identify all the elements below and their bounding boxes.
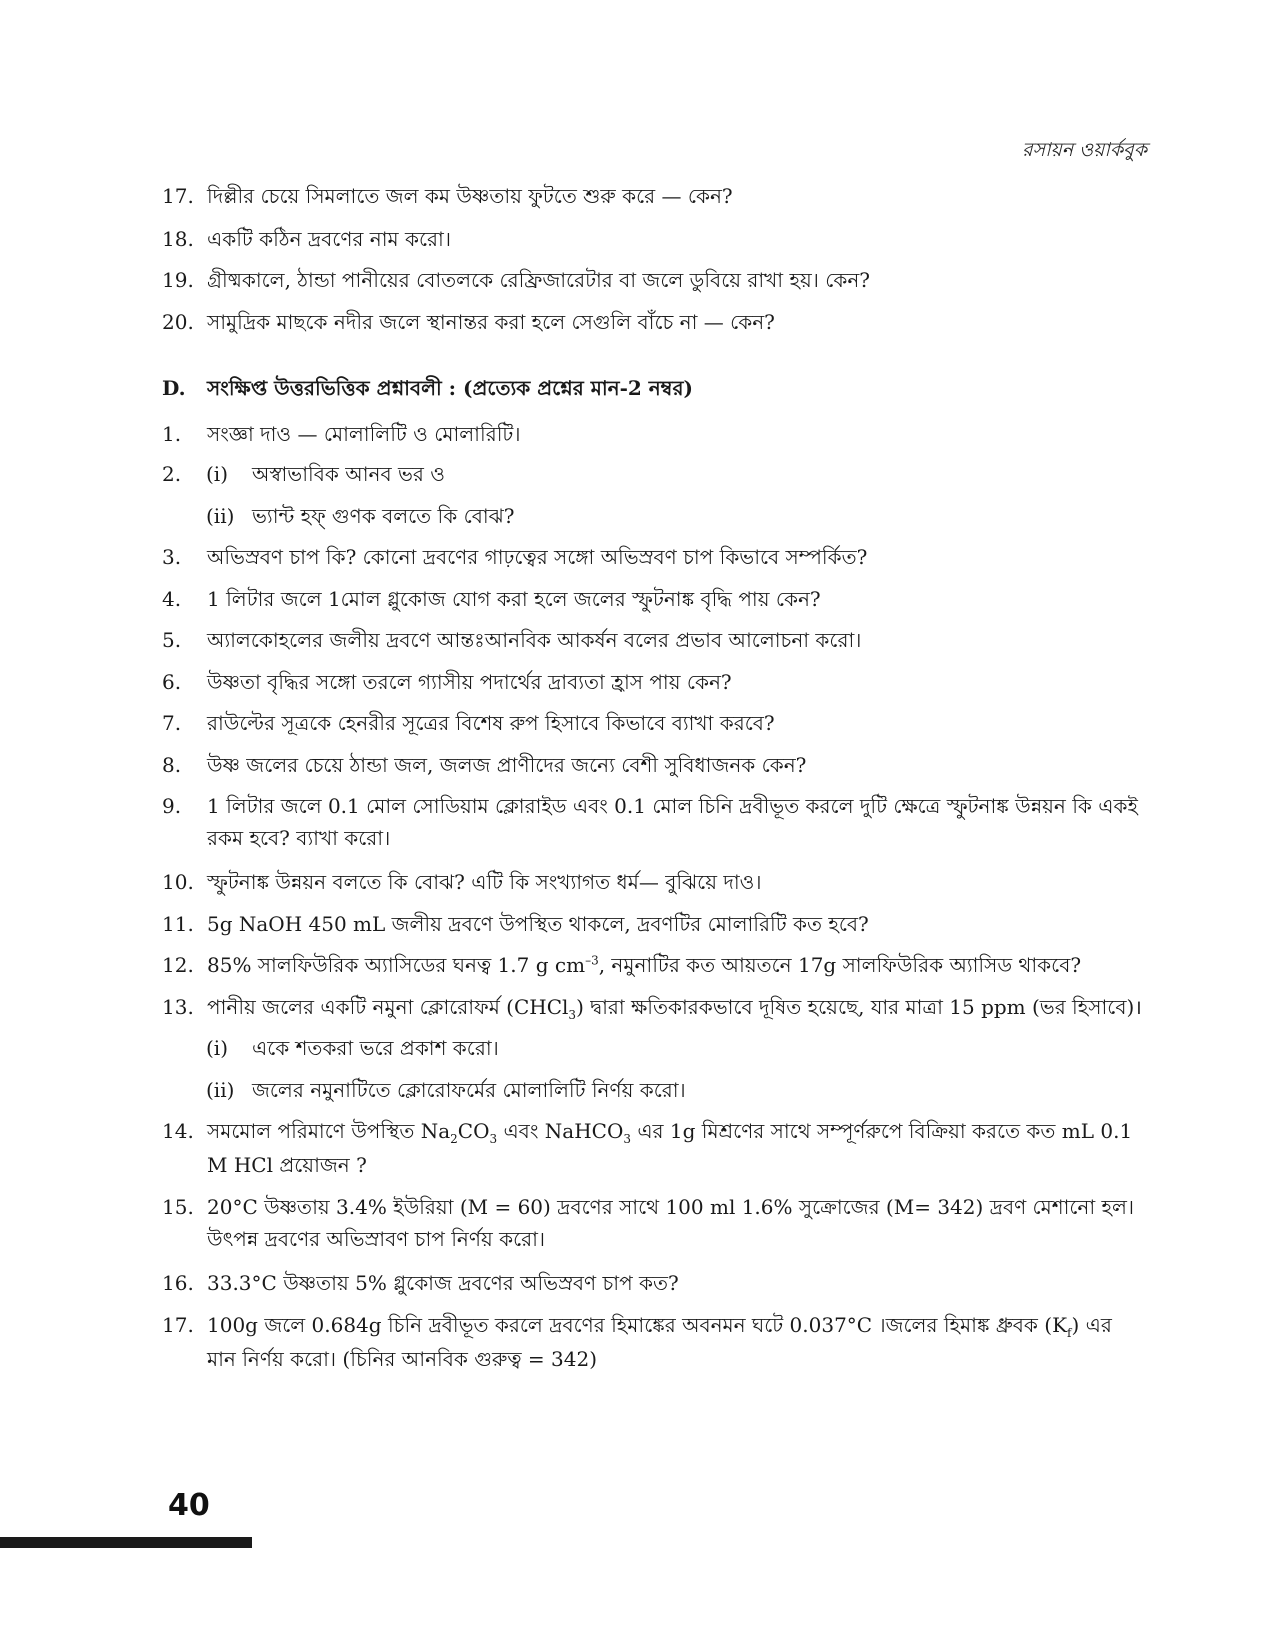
- question-text: সংজ্ঞা দাও — মোলালিটি ও মোলারিটি।: [207, 422, 521, 446]
- list-item: [162, 749, 1147, 781]
- question-number: 15.: [162, 1195, 194, 1219]
- sub-question: [206, 1032, 1136, 1064]
- question-number: 13.: [162, 995, 194, 1019]
- subscript: 3: [489, 1132, 498, 1146]
- question-text-part: সমমোল পরিমাণে উপস্থিত Na: [207, 1119, 451, 1143]
- question-number: 17.: [162, 1313, 194, 1337]
- list-item: [162, 707, 1147, 739]
- question-text-part: এর 1g মিশ্রণের সাথে সম্পূর্ণরুপে বিক্রিয়া করতে কত mL 0.1 M HCl প্রয়োজন ?: [207, 1119, 1133, 1178]
- question-text-part: 85% সালফিউরিক অ্যাসিডের ঘনত্ব 1.7 g cm: [207, 953, 586, 977]
- question-text: 20°C উষ্ণতায় 3.4% ইউরিয়া (M = 60) দ্রবণের সাথে 100 ml 1.6% সুক্রোজের (M= 342) দ্রবণ মেশানো হল। উৎপন্ন দ্রবণের অভিস্রাবণ চাপ নির্ণয় করো।: [207, 1195, 1135, 1251]
- list-item: [162, 223, 1147, 255]
- question-text-part: 100g জলে 0.684g চিনি দ্রবীভূত করলে দ্রবণের হিমাঙ্কের অবনমন ঘটে 0.037°C ।জলের হিমাঙ্ক ধ্রুবক (K: [207, 1313, 1068, 1337]
- subscript: f: [1067, 1326, 1072, 1340]
- question-number: 7.: [162, 711, 182, 735]
- superscript: –3: [585, 953, 599, 968]
- list-item: [162, 541, 1147, 573]
- question-text: সামুদ্রিক মাছকে নদীর জলে স্থানান্তর করা হলে সেগুলি বাঁচে না — কেন?: [207, 310, 775, 334]
- question-text-part: , নমুনাটির কত আয়তনে 17g সালফিউরিক অ্যাসিড থাকবে?: [598, 953, 1082, 977]
- sub-question-text: অস্বাভাবিক আনব ভর ও: [252, 462, 445, 486]
- sub-question-number: (i): [206, 462, 229, 486]
- list-item: [162, 949, 1147, 981]
- question-number: 10.: [162, 870, 194, 894]
- question-text: রাউল্টের সূত্রকে হেনরীর সূত্রের বিশেষ রুপ হিসাবে কিভাবে ব্যাখা করবে?: [207, 711, 775, 735]
- question-text: 1 লিটার জলে 1মোল গ্লুকোজ যোগ করা হলে জলের স্ফুটনাঙ্ক বৃদ্ধি পায় কেন?: [207, 587, 821, 611]
- question-text-part: CO: [457, 1119, 490, 1143]
- list-item: [162, 1115, 1147, 1181]
- question-text-part: ) দ্বারা ক্ষতিকারকভাবে দূষিত হয়েছে, যার মাত্রা 15 ppm (ভর হিসাবে)।: [576, 995, 1142, 1019]
- list-item: [162, 1267, 1147, 1299]
- question-number: 12.: [162, 953, 194, 977]
- question-text-part: ) এর মান নির্ণয় করো। (চিনির আনবিক গুরুত্ব = 342): [207, 1313, 1112, 1372]
- sub-question-text: ভ্যান্ট হফ্ গুণক বলতে কি বোঝ?: [252, 504, 515, 528]
- question-text: একটি কঠিন দ্রবণের নাম করো।: [207, 227, 451, 251]
- question-text: 33.3°C উষ্ণতায় 5% গ্লুকোজ দ্রবণের অভিস্রবণ চাপ কত?: [207, 1271, 679, 1295]
- page-number: 40: [168, 1488, 210, 1523]
- list-item: [162, 991, 1147, 1025]
- question-text: অ্যালকোহলের জলীয় দ্রবণে আন্তঃআনবিক আকর্ষন বলের প্রভাব আলোচনা করো।: [207, 628, 862, 652]
- sub-question-number: (i): [206, 1036, 229, 1060]
- section-heading: [162, 372, 693, 404]
- question-text: দিল্লীর চেয়ে সিমলাতে জল কম উষ্ণতায় ফুটতে শুরু করে — কেন?: [207, 184, 733, 208]
- list-item: [162, 666, 1147, 698]
- list-item: [162, 866, 1147, 898]
- question-number: 3.: [162, 545, 182, 569]
- section-title: সংক্ষিপ্ত উত্তরভিত্তিক প্রশ্নাবলী : (প্রত্যেক প্রশ্নের মান-2 নম্বর): [207, 376, 693, 400]
- question-number: 20.: [162, 310, 194, 334]
- question-text-part: এবং NaHCO: [497, 1119, 624, 1143]
- list-item: [162, 264, 1147, 296]
- question-text: উষ্ণতা বৃদ্ধির সঙ্গো তরলে গ্যাসীয় পদার্থের দ্রাব্যতা হ্রাস পায় কেন?: [207, 670, 732, 694]
- question-text: [207, 1115, 1147, 1181]
- question-text: 1 লিটার জলে 0.1 মোল সোডিয়াম ক্লোরাইড এবং 0.1 মোল চিনি দ্রবীভূত করলে দুটি ক্ষেত্রে স্ফুটনাঙ্ক উন্নয়ন কি একই রকম হবে? ব্যাখা করো।: [207, 794, 1138, 850]
- question-text: [207, 1309, 1147, 1375]
- footer-bar: [0, 1537, 252, 1548]
- question-number: 9.: [162, 794, 182, 818]
- question-number: 14.: [162, 1119, 194, 1143]
- question-number: 1.: [162, 422, 182, 446]
- sub-question: [206, 500, 1136, 532]
- sub-question: [206, 458, 1136, 490]
- list-item: [162, 624, 1147, 656]
- question-number: 16.: [162, 1271, 194, 1295]
- question-number: 2.: [162, 462, 182, 486]
- list-item: [162, 908, 1147, 940]
- question-text: অভিস্রবণ চাপ কি? কোনো দ্রবণের গাঢ়ত্বের সঙ্গো অভিস্রবণ চাপ কিভাবে সম্পর্কিত?: [207, 545, 868, 569]
- sub-question-number: (ii): [206, 1078, 235, 1102]
- question-number: 8.: [162, 753, 182, 777]
- question-text: 5g NaOH 450 mL জলীয় দ্রবণে উপস্থিত থাকলে, দ্রবণটির মোলারিটি কত হবে?: [207, 912, 869, 936]
- question-text: স্ফুটনাঙ্ক উন্নয়ন বলতে কি বোঝ? এটি কি সংখ্যাগত ধর্ম— বুঝিয়ে দাও।: [207, 870, 762, 894]
- list-item: [162, 306, 1147, 338]
- running-header: রসায়ন ওয়ার্কবুক: [1022, 139, 1147, 161]
- question-number: 19.: [162, 268, 194, 292]
- sub-question-number: (ii): [206, 504, 235, 528]
- subscript: 3: [568, 1008, 577, 1022]
- list-item: [162, 1309, 1147, 1375]
- question-text: উষ্ণ জলের চেয়ে ঠান্ডা জল, জলজ প্রাণীদের জন্যে বেশী সুবিধাজনক কেন?: [207, 753, 807, 777]
- section-letter: D.: [162, 376, 186, 400]
- sub-question: [206, 1074, 1136, 1106]
- question-number: 11.: [162, 912, 194, 936]
- question-number: 5.: [162, 628, 182, 652]
- question-text-part: পানীয় জলের একটি নমুনা ক্লোরোফর্ম (CHCl: [207, 995, 569, 1019]
- subscript: 3: [623, 1132, 631, 1146]
- question-text: [207, 991, 1147, 1025]
- list-item: [162, 1191, 1147, 1255]
- list-item: [162, 583, 1147, 615]
- question-text: [207, 949, 1147, 981]
- question-number: 6.: [162, 670, 182, 694]
- question-number: 17.: [162, 184, 194, 208]
- sub-question-text: একে শতকরা ভরে প্রকাশ করো।: [252, 1036, 499, 1060]
- question-number: 4.: [162, 587, 182, 611]
- sub-question-text: জলের নমুনাটিতে ক্লোরোফর্মের মোলালিটি নির্ণয় করো।: [252, 1078, 686, 1102]
- subscript: 2: [450, 1132, 458, 1146]
- question-text: গ্রীষ্মকালে, ঠান্ডা পানীয়ের বোতলকে রেফ্রিজারেটার বা জলে ডুবিয়ে রাখা হয়। কেন?: [207, 268, 871, 292]
- list-item: [162, 418, 1147, 450]
- question-number: 18.: [162, 227, 194, 251]
- list-item: [162, 180, 1147, 212]
- list-item: [162, 790, 1147, 854]
